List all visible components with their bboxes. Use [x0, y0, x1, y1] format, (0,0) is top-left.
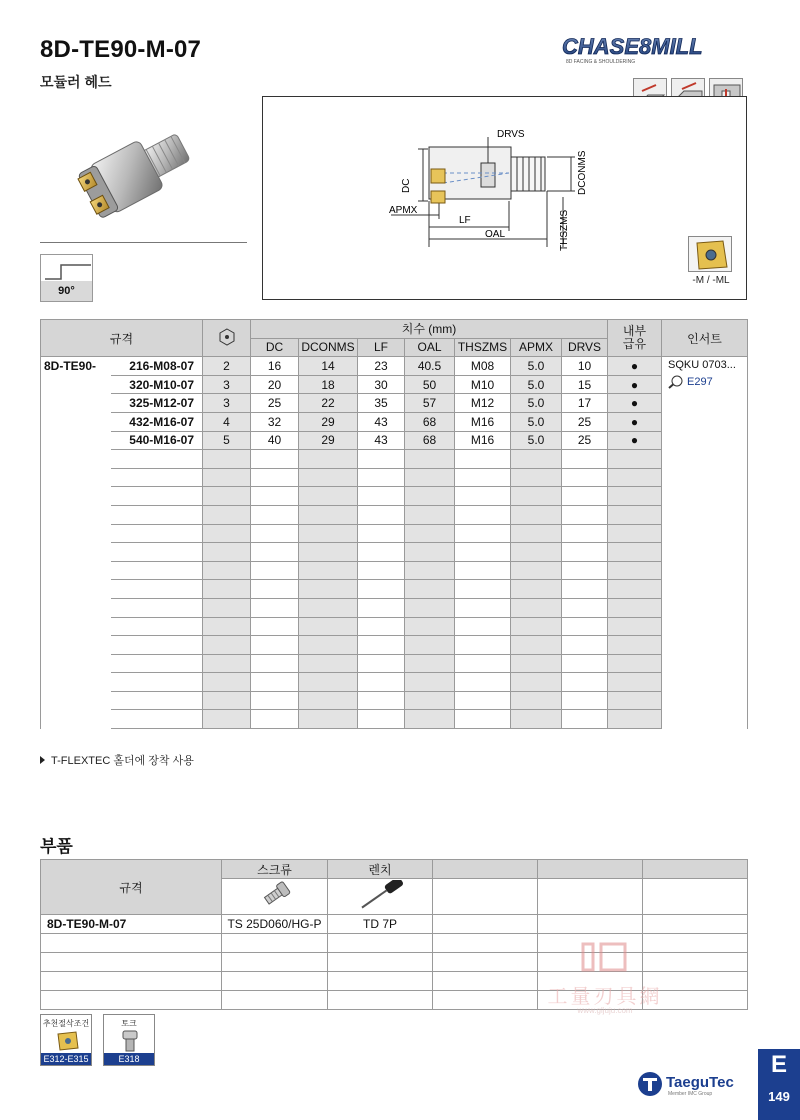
technical-drawing — [262, 96, 747, 300]
drvs-col-header: DRVS — [562, 338, 608, 357]
drvs-label: DRVS — [497, 129, 525, 140]
oal-cell: 57 — [405, 394, 455, 413]
empty-row — [41, 691, 748, 710]
empty-row — [41, 524, 748, 543]
spec-suffix: 432-M16-07 — [111, 412, 203, 431]
brand-wordmark: CHASE8MILL — [562, 34, 703, 59]
spec-suffix: 540-M16-07 — [111, 431, 203, 450]
screw-header: 스크류 — [222, 860, 328, 879]
insert-caption: -M / -ML — [692, 275, 730, 286]
ref-page: E312-E315 — [41, 1053, 91, 1065]
lf-cell: 43 — [358, 412, 405, 431]
apmx-cell: 5.0 — [511, 375, 562, 394]
apmx-cell: 5.0 — [511, 412, 562, 431]
modular-head-photo — [70, 115, 220, 230]
drvs-cell: 17 — [562, 394, 608, 413]
teeth-header — [203, 320, 251, 357]
empty-row — [41, 561, 748, 580]
dconms-cell: 22 — [299, 394, 358, 413]
screw-icon — [255, 880, 295, 910]
dc-cell: 25 — [251, 394, 299, 413]
dconms-label: DCONMS — [577, 150, 588, 195]
ref-label: 토크 — [121, 1019, 137, 1028]
dc-cell: 20 — [251, 375, 299, 394]
table-row — [41, 412, 748, 431]
drvs-cell: 25 — [562, 431, 608, 450]
lf-cell: 30 — [358, 375, 405, 394]
teeth-cell: 4 — [203, 412, 251, 431]
ref-label: 추천절삭조건 — [42, 1019, 90, 1028]
empty-row — [41, 598, 748, 617]
dc-label: DC — [401, 178, 412, 193]
cutting-edges-icon — [218, 328, 236, 346]
teeth-cell: 3 — [203, 394, 251, 413]
watermark-mark-icon — [535, 940, 675, 980]
parts-row — [41, 915, 748, 934]
watermark — [535, 940, 675, 1020]
thszms-cell: M08 — [455, 357, 511, 376]
thszms-cell: M16 — [455, 412, 511, 431]
empty-row — [41, 487, 748, 506]
magnifier-icon — [668, 375, 684, 389]
dconms-cell: 29 — [299, 412, 358, 431]
dconms-col-header: DCONMS — [299, 338, 358, 357]
taegutec-emblem-icon — [636, 1070, 664, 1098]
empty-row — [41, 543, 748, 562]
dc-col-header: DC — [251, 338, 299, 357]
insert-cell — [662, 357, 748, 729]
insert-page-link[interactable] — [668, 375, 747, 389]
lf-cell: 43 — [358, 431, 405, 450]
oal-cell: 50 — [405, 375, 455, 394]
dims-group-header: 치수 (mm) — [251, 320, 608, 339]
wrench-header: 렌치 — [328, 860, 433, 879]
dc-cell: 40 — [251, 431, 299, 450]
watermark-text: 工量刃具網 — [547, 984, 663, 1008]
dconms-cell: 29 — [299, 431, 358, 450]
apmx-cell: 5.0 — [511, 431, 562, 450]
torque-ref[interactable] — [103, 1014, 155, 1066]
thszms-cell: M10 — [455, 375, 511, 394]
screw-code: TS 25D060/HG-P — [222, 915, 328, 934]
apmx-col-header: APMX — [511, 338, 562, 357]
teeth-cell: 5 — [203, 431, 251, 450]
page-subtitle: 모듈러 헤드 — [40, 74, 112, 90]
thszms-cell: M12 — [455, 394, 511, 413]
insert-thumbnail — [688, 236, 732, 272]
table-row — [41, 357, 748, 376]
empty-row — [41, 505, 748, 524]
coolant-cell: ● — [608, 412, 662, 431]
dconms-cell: 14 — [299, 357, 358, 376]
chasemill-logo — [556, 30, 752, 66]
spec-suffix: 320-M10-07 — [111, 375, 203, 394]
parts-spec-header: 규격 — [41, 860, 222, 915]
page-number: 149 — [768, 1089, 790, 1104]
empty-row — [41, 673, 748, 692]
oal-cell: 68 — [405, 431, 455, 450]
coolant-cell: ● — [608, 394, 662, 413]
wrench-code: TD 7P — [328, 915, 433, 934]
maker-subtitle: Member IMC Group — [668, 1091, 713, 1097]
drvs-cell: 15 — [562, 375, 608, 394]
mounting-note-text: T-FLEXTEC 홀더에 장착 사용 — [51, 755, 194, 767]
empty-row — [41, 468, 748, 487]
dc-cell: 16 — [251, 357, 299, 376]
coolant-cell: ● — [608, 357, 662, 376]
taegutec-logo — [636, 1070, 748, 1098]
teeth-cell: 3 — [203, 375, 251, 394]
section-tab — [758, 1049, 800, 1120]
page-title: 8D-TE90-M-07 — [40, 36, 202, 63]
oal-label: OAL — [485, 229, 506, 240]
oal-cell: 40.5 — [405, 357, 455, 376]
parts-spec: 8D-TE90-M-07 — [41, 915, 222, 934]
bullet-triangle-icon — [40, 756, 45, 764]
wrench-icon — [350, 880, 410, 910]
dconms-cell: 18 — [299, 375, 358, 394]
lf-label: LF — [459, 215, 471, 226]
spec-suffix: 325-M12-07 — [111, 394, 203, 413]
spec-table — [40, 319, 748, 729]
empty-row — [41, 636, 748, 655]
ref-page: E318 — [104, 1053, 154, 1065]
cutting-conditions-ref[interactable] — [40, 1014, 92, 1066]
oal-col-header: OAL — [405, 338, 455, 357]
coolant-header: 내부 급유 — [608, 320, 662, 357]
coolant-cell: ● — [608, 431, 662, 450]
section-letter: E — [770, 1051, 787, 1078]
drvs-cell: 25 — [562, 412, 608, 431]
lf-cell: 35 — [358, 394, 405, 413]
lf-col-header: LF — [358, 338, 405, 357]
thszms-col-header: THSZMS — [455, 338, 511, 357]
approach-angle-box — [40, 254, 93, 302]
maker-name: TaeguTec — [666, 1074, 734, 1091]
empty-row — [41, 450, 748, 469]
mounting-note — [40, 752, 194, 768]
approach-angle-label: 90° — [41, 281, 92, 301]
insert-header: 인서트 — [662, 320, 748, 357]
oal-cell: 68 — [405, 412, 455, 431]
insert-ref-icon — [54, 1030, 80, 1052]
parts-heading: 부품 — [40, 837, 73, 856]
thszms-label: THSZMS — [559, 209, 570, 251]
apmx-label: APMX — [389, 205, 418, 216]
empty-row — [41, 710, 748, 729]
apmx-cell: 5.0 — [511, 394, 562, 413]
empty-row — [41, 580, 748, 599]
insert-page-ref: E297 — [687, 376, 713, 389]
dc-cell: 32 — [251, 412, 299, 431]
table-row — [41, 431, 748, 450]
thszms-cell: M16 — [455, 431, 511, 450]
insert-code: SQKU 0703... — [668, 359, 736, 372]
drvs-cell: 10 — [562, 357, 608, 376]
empty-row — [41, 617, 748, 636]
apmx-cell: 5.0 — [511, 357, 562, 376]
teeth-cell: 2 — [203, 357, 251, 376]
coolant-cell: ● — [608, 375, 662, 394]
spec-header: 규격 — [41, 320, 203, 357]
screw-ref-icon — [120, 1029, 140, 1053]
wrench-image-cell — [328, 879, 433, 915]
brand-tagline: 8D FACING & SHOULDERING — [566, 59, 636, 65]
photo-divider — [40, 242, 247, 243]
empty-row — [41, 654, 748, 673]
spec-prefix: 8D-TE90- — [41, 357, 111, 729]
spec-suffix: 216-M08-07 — [111, 357, 203, 376]
table-row — [41, 375, 748, 394]
table-row — [41, 394, 748, 413]
lf-cell: 23 — [358, 357, 405, 376]
watermark-url: www.gljuju.com — [577, 1006, 633, 1015]
screw-image-cell — [222, 879, 328, 915]
